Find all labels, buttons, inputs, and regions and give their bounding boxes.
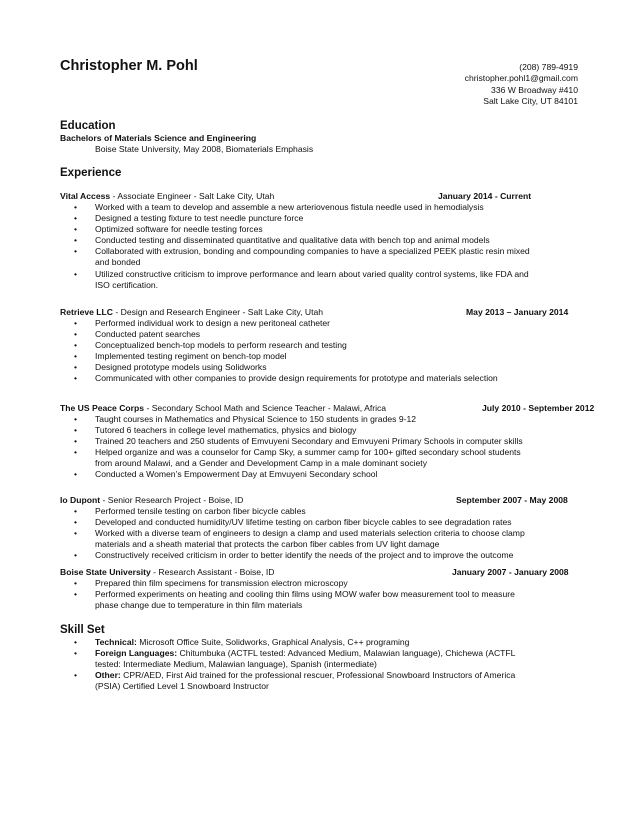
- email: christopher.pohl1@gmail.com: [464, 73, 578, 84]
- list-item: • Prepared thin film specimens for transmission electron microscopy: [74, 578, 348, 588]
- job-role: - Associate Engineer - Salt Lake City, Utah: [110, 191, 275, 201]
- job-company: Boise State University: [60, 567, 151, 577]
- job-role: - Research Assistant - Boise, ID: [150, 567, 275, 577]
- list-item: • Designed a testing fixture to test needle puncture force: [74, 213, 304, 224]
- list-item: • Helped organize and was a counselor for Camp Sky, a summer camp for 100+ gifted secondary school students from around Malawi, and a Gender and Development Camp in a male dominant society: [74, 447, 521, 469]
- list-item: • Other: CPR/AED, First Aid trained for the professional rescuer, Professional Snowboard Instructors of America (PSIA) Certified Level 1 Snowboard Instructor: [74, 670, 516, 692]
- bullet-icon: •: [74, 648, 78, 659]
- education-school: Boise State University, May 2008, Biomaterials Emphasis: [95, 144, 314, 154]
- list-item: • Optimized software for needle testing forces: [74, 224, 263, 235]
- list-item: • Utilized constructive criticism to improve performance and learn about varied quality control systems, like FDA and ISO certification.: [74, 268, 529, 290]
- list-item: • Conceptualized bench-top models to perform research and testing: [74, 340, 347, 351]
- bullet-icon: •: [74, 447, 78, 458]
- list-item: • Designed prototype models using Solidworks: [74, 362, 267, 373]
- job-bullets: [60, 414, 580, 481]
- bullet-icon: •: [74, 268, 78, 279]
- list-item: • Worked with a team to develop and assemble a new arteriovenous fistula needle used in hemodialysis: [74, 202, 484, 212]
- experience-title: Experience: [60, 167, 122, 179]
- bullet-icon: •: [74, 213, 78, 224]
- job-company: Io Dupont: [60, 495, 101, 505]
- education-degree: Bachelors of Materials Science and Engineering: [60, 133, 257, 143]
- bullet-icon: •: [74, 589, 78, 600]
- job-bullets: [60, 506, 580, 561]
- job-role: - Secondary School Math and Science Teacher - Malawi, Africa: [144, 403, 387, 413]
- list-item: • Communicated with other companies to provide design requirements for prototype and materials selection: [74, 373, 498, 384]
- skill-label: Technical:: [95, 637, 137, 647]
- list-item: • Collaborated with extrusion, bonding and compounding companies to have a specialized PEEK plastic resin mixed and bonded: [74, 246, 530, 268]
- job-company: Retrieve LLC: [60, 307, 114, 317]
- list-item: • Performed experiments on heating and cooling thin films using MOW wafer bow measurement tool to measure phase change due to temperature in thin film materials: [74, 589, 515, 611]
- list-item: • Developed and conducted humidity/UV lifetime testing on carbon fiber bicycle cables to see degradation rates: [74, 517, 512, 528]
- list-item: • Conducted patent searches: [74, 329, 201, 340]
- bullet-icon: •: [74, 528, 78, 539]
- list-item: • Trained 20 teachers and 250 students of Emvuyeni Secondary and Emvuyeni Primary Schools in computer skills: [74, 436, 523, 447]
- address-line-2: Salt Lake City, UT 84101: [483, 96, 578, 107]
- address-line-1: 336 W Broadway #410: [491, 84, 578, 95]
- bullet-icon: •: [74, 329, 78, 340]
- contact-block: [465, 62, 578, 108]
- list-item: • Technical: Microsoft Office Suite, Solidworks, Graphical Analysis, C++ programing: [74, 637, 410, 647]
- bullet-icon: •: [74, 469, 78, 480]
- list-item: • Taught courses in Mathematics and Physical Science to 150 students in grades 9-12: [74, 414, 417, 424]
- job-dates: July 2010 - September 2012: [482, 403, 595, 413]
- list-item: • Conducted testing and disseminated quantitative and qualitative data with bench top and animal models: [74, 235, 490, 246]
- bullet-icon: •: [74, 436, 78, 447]
- list-item: • Conducted a Women’s Empowerment Day at Emvuyeni Secondary school: [74, 469, 378, 480]
- bullet-icon: •: [74, 637, 78, 647]
- list-item: • Performed individual work to design a new peritoneal catheter: [74, 318, 331, 328]
- bullet-icon: •: [74, 362, 78, 373]
- job-dates: May 2013 – January 2014: [466, 307, 569, 317]
- job-company: The US Peace Corps: [60, 403, 145, 413]
- job-bullets: [60, 578, 580, 611]
- list-item: • Constructively received criticism in order to better identify the needs of the project and to improve the outcome: [74, 550, 514, 561]
- bullet-icon: •: [74, 202, 78, 212]
- bullet-icon: •: [74, 670, 78, 681]
- job-role: - Senior Research Project - Boise, ID: [100, 495, 244, 505]
- bullet-icon: •: [74, 414, 78, 424]
- bullet-icon: •: [74, 318, 78, 328]
- job-bullets: [60, 318, 580, 385]
- bullet-icon: •: [74, 578, 78, 588]
- bullet-icon: •: [74, 506, 78, 516]
- bullet-icon: •: [74, 517, 78, 528]
- bullet-icon: •: [74, 351, 78, 362]
- job-role: - Design and Research Engineer - Salt Lake City, Utah: [113, 307, 324, 317]
- bullet-icon: •: [74, 425, 78, 436]
- job-dates: January 2007 - January 2008: [452, 567, 569, 577]
- job-dates: January 2014 - Current: [438, 191, 532, 201]
- skill-label: Other:: [95, 670, 121, 681]
- list-item: • Tutored 6 teachers in college level mathematics, physics and biology: [74, 425, 357, 436]
- list-item: • Foreign Languages: Chitumbuka (ACTFL tested: Advanced Medium, Malawian language), Chichewa (ACTFL tested: Intermediate Medium, Malawian language), Spanish (intermediate): [74, 648, 516, 670]
- bullet-icon: •: [74, 224, 78, 235]
- bullet-icon: •: [74, 550, 78, 561]
- job-bullets: [60, 202, 580, 291]
- candidate-name: Christopher M. Pohl: [60, 58, 198, 74]
- bullet-icon: •: [74, 246, 78, 257]
- skill-label: Foreign Languages:: [95, 648, 178, 659]
- list-item: • Implemented testing regiment on bench-top model: [74, 351, 287, 362]
- bullet-icon: •: [74, 235, 78, 246]
- job-company: Vital Access: [60, 191, 111, 201]
- bullet-icon: •: [74, 340, 78, 351]
- list-item: • Performed tensile testing on carbon fiber bicycle cables: [74, 506, 306, 516]
- bullet-icon: •: [74, 373, 78, 384]
- list-item: • Worked with a diverse team of engineers to design a clamp and used materials selection criteria to choose clamp materials and a sheath material that protects the carbon fiber cables from UV light damage: [74, 528, 525, 550]
- education-title: Education: [60, 120, 116, 132]
- job-dates: September 2007 - May 2008: [456, 495, 568, 505]
- phone: (208) 789-4919: [519, 62, 578, 72]
- skills-list: [60, 637, 580, 692]
- skills-title: Skill Set: [60, 624, 105, 636]
